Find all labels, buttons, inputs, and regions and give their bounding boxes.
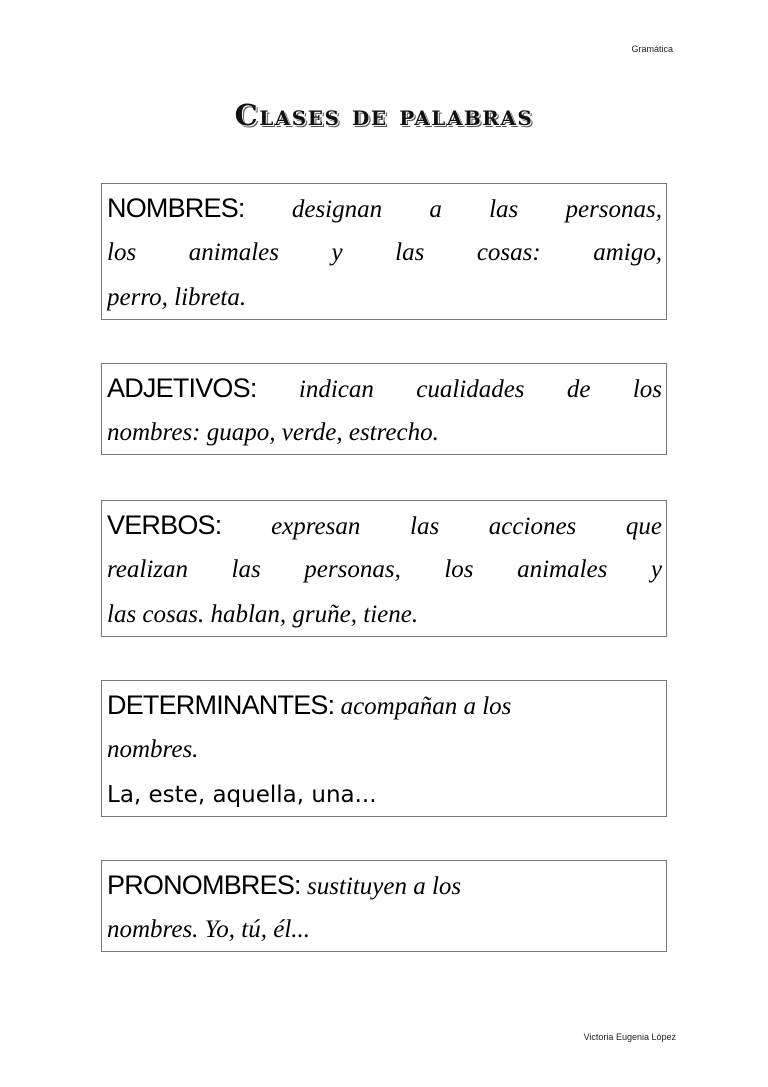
box-pronombres: [101, 860, 667, 952]
box-line: perro, libreta.: [107, 284, 247, 311]
box-label: PRONOMBRES:: [107, 870, 301, 900]
box-line: [107, 184, 662, 229]
box-determinantes: [101, 680, 667, 817]
box-text: sustituyen a los: [306, 873, 462, 900]
box-line: las cosas. hablan, gruñe, tiene.: [107, 601, 419, 628]
box-line: nombres. Yo, tú, él...: [107, 916, 311, 943]
box-line: nombres: guapo, verde, estrecho.: [107, 419, 439, 446]
box-nombres: [101, 183, 667, 320]
box-label: VERBOS:: [107, 510, 222, 540]
footer-author: Victoria Eugenia López: [583, 1032, 676, 1042]
box-line: los animales y las cosas: amigo,: [107, 239, 662, 266]
box-adjetivos: [101, 363, 667, 455]
box-label: DETERMINANTES:: [107, 690, 335, 720]
box-line: [107, 501, 662, 546]
box-line: [107, 681, 662, 726]
box-line: nombres.: [107, 736, 199, 763]
box-line: [107, 364, 662, 409]
header-section: Gramática: [631, 44, 673, 54]
page-title: Clases de palabras: [234, 98, 534, 132]
box-text: expresan las acciones que: [271, 513, 662, 540]
box-text: indican cualidades de los: [298, 376, 662, 403]
box-label: NOMBRES:: [107, 193, 245, 223]
box-verbos: [101, 500, 667, 637]
box-line: [107, 861, 662, 906]
box-label: ADJETIVOS:: [107, 373, 257, 403]
box-text: designan a las personas,: [291, 196, 662, 223]
box-line: La, este, aquella, una...: [107, 782, 377, 808]
box-text: acompañan a los: [340, 693, 512, 720]
box-line: realizan las personas, los animales y: [107, 556, 662, 583]
